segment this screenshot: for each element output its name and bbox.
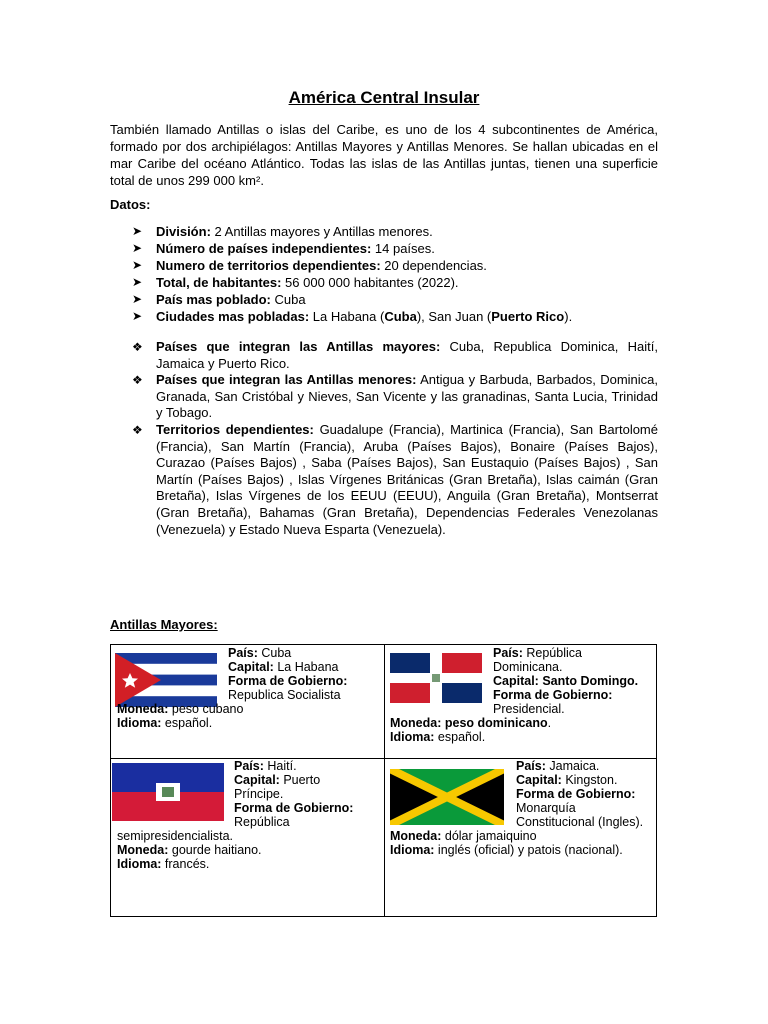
diamond-bullet-icon: ❖	[132, 422, 143, 437]
cuba-flag-icon	[115, 653, 217, 707]
list-item: ➤ Número de países independientes: 14 países.	[132, 241, 435, 256]
diamond-bullet-icon: ❖	[132, 373, 143, 388]
arrow-bullet-icon: ➤	[132, 309, 143, 323]
haiti-extra: semipresidencialista. Moneda: gourde haitiano. Idioma: francés.	[117, 829, 262, 871]
haiti-info: País: Haití. Capital: Puerto Príncipe. Forma de Gobierno: República	[234, 759, 354, 829]
arrow-bullet-icon: ➤	[132, 275, 143, 289]
list-item: ➤ Total, de habitantes: 56 000 000 habitantes (2022).	[132, 275, 459, 290]
datos-list	[110, 223, 658, 325]
arrow-bullet-icon: ➤	[132, 258, 143, 272]
intro-paragraph: También llamado Antillas o islas del Caribe, es uno de los 4 subcontinentes de América, formado por dos archipiélagos: Antillas Mayores y Antillas Menores. Se hallan ubicadas en el mar Caribe del océano Atlántico. Todas las islas de las Antillas juntas, tienen una superficie total de unos 299 000 km².	[110, 122, 658, 188]
list-item: ❖ Países que integran las Antillas mayores: Cuba, Republica Dominica, Haití, Jamaica y Puerto Rico.	[132, 339, 658, 371]
cuba-info: País: Cuba Capital: La Habana Forma de Gobierno: Republica Socialista	[228, 646, 348, 702]
haiti-flag-icon	[112, 763, 224, 821]
table-divider	[384, 645, 385, 916]
list-item: ➤ División: 2 Antillas mayores y Antillas menores.	[132, 224, 433, 239]
paises-list	[110, 339, 658, 538]
diamond-bullet-icon: ❖	[132, 340, 143, 354]
list-item: ➤ País mas poblado: Cuba	[132, 292, 306, 307]
list-item: ➤ Ciudades mas pobladas: La Habana (Cuba), San Juan (Puerto Rico).	[132, 309, 573, 324]
page-title: América Central Insular	[288, 88, 480, 107]
arrow-bullet-icon: ➤	[132, 292, 143, 306]
list-item: ❖ Territorios dependientes: Guadalupe (Francia), Martinica (Francia), San Bartolomé (Francia), San Martín (Francia), Aruba (Países Bajos), Bonaire (Países Bajos), Curazao (Países Bajos) , Saba (Países Bajos), San Eustaquio (Países Bajos) , San Martín (Países Bajos) , Islas Vírgenes Británicas (Gran Bretaña), Islas caimán (Gran Bretaña), Islas Vírgenes de los EEUU (EEUU), Anguila (Gran Bretaña), Montserrat (Gran Bretaña), Bahamas (Gran Bretaña), Dependencias Federales Venezolanas (Venezuela) y Estado Nueva Esparta (Venezuela).	[132, 421, 658, 537]
arrow-bullet-icon: ➤	[132, 224, 143, 238]
jamaica-flag-icon	[390, 769, 504, 825]
list-item: ➤ Numero de territorios dependientes: 20 dependencias.	[132, 258, 487, 273]
rd-extra: Moneda: peso dominicano. Idioma: español.	[390, 716, 552, 744]
countries-table	[110, 644, 657, 917]
dominican-republic-flag-icon	[390, 653, 482, 703]
list-item: ❖ Países que integran las Antillas menores: Antigua y Barbuda, Barbados, Dominica, Granada, San Cristóbal y Nieves, San Vicente y las granadinas, Santa Lucia, Trinidad y Tobago.	[132, 372, 658, 421]
rd-info: País: República Dominicana. Capital: Santo Domingo. Forma de Gobierno: Presidencial.	[493, 646, 639, 716]
jamaica-info: País: Jamaica. Capital: Kingston. Forma de Gobierno: Monarquía Constitucional (Ingles).	[516, 759, 644, 829]
datos-heading: Datos:	[110, 197, 151, 212]
jamaica-extra: Moneda: dólar jamaiquino Idioma: inglés (oficial) y patois (nacional).	[390, 829, 623, 857]
arrow-bullet-icon: ➤	[132, 241, 143, 255]
antillas-mayores-heading: Antillas Mayores:	[110, 617, 218, 632]
cuba-extra: Moneda: peso cubano Idioma: español.	[117, 702, 244, 730]
